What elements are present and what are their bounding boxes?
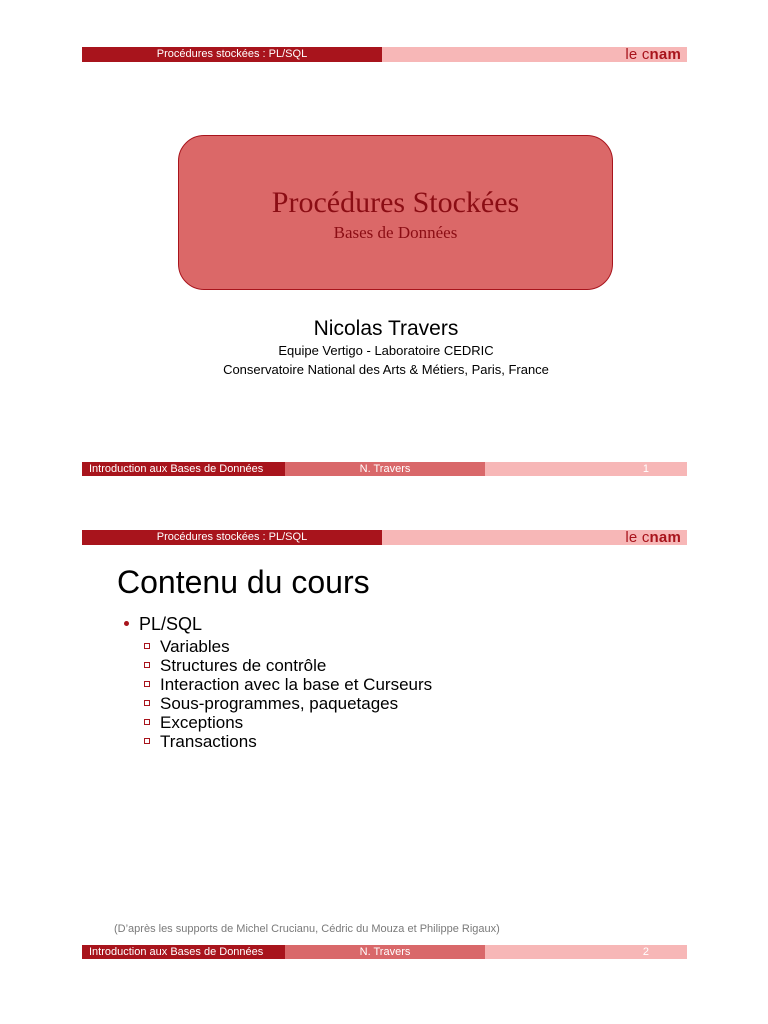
sub-bullet-label: Sous-programmes, paquetages [160, 694, 399, 713]
sub-bullet-label: Variables [160, 637, 230, 656]
slide-subtitle: Bases de Données [333, 223, 458, 242]
footer-course: Introduction aux Bases de Données [82, 462, 285, 476]
header-title: Procédures stockées : PL/SQL [82, 47, 382, 62]
sub-bullet-label: Transactions [160, 732, 257, 751]
author-affiliation-institution: Conservatoire National des Arts & Métiers, Paris, France [223, 362, 549, 377]
header-bar [82, 47, 687, 62]
footer-bar [82, 462, 687, 476]
slide-title: Contenu du cours [117, 564, 370, 600]
sub-bullet-item [144, 675, 432, 694]
sub-bullet-item [144, 732, 432, 751]
logo-text-light: le c [625, 529, 650, 546]
footer-page-number: 1 [485, 462, 687, 476]
title-box [178, 135, 613, 290]
square-bullet-icon [144, 643, 150, 649]
bullet-label: PL/SQL [139, 614, 203, 634]
footer-author: N. Travers [285, 945, 485, 959]
header-bar [82, 530, 687, 545]
square-bullet-icon [144, 662, 150, 668]
slide-title: Procédures Stockées [271, 186, 520, 219]
square-bullet-icon [144, 700, 150, 706]
sub-bullet-item [144, 713, 432, 732]
square-bullet-icon [144, 738, 150, 744]
sub-bullet-item [144, 656, 432, 675]
bullet-dot-icon [124, 621, 129, 626]
source-credit: (D’après les supports de Michel Crucianu, Cédric du Mouza et Philippe Rigaux) [114, 923, 500, 935]
header-title: Procédures stockées : PL/SQL [82, 530, 382, 545]
footer-page-number: 2 [485, 945, 687, 959]
footer-bar [82, 945, 687, 959]
sub-bullet-label: Structures de contrôle [160, 656, 327, 675]
square-bullet-icon [144, 719, 150, 725]
logo-text-bold: nam [649, 46, 681, 63]
slide-1 [0, 0, 768, 489]
square-bullet-icon [144, 681, 150, 687]
footer-course: Introduction aux Bases de Données [82, 945, 285, 959]
cnam-logo [625, 530, 681, 546]
author-affiliation-lab: Equipe Vertigo - Laboratoire CEDRIC [278, 343, 494, 358]
logo-text-bold: nam [649, 529, 681, 546]
sub-bullet-label: Interaction avec la base et Curseurs [160, 675, 433, 694]
author-name: Nicolas Travers [313, 317, 459, 340]
bullet-item [124, 614, 202, 635]
header-right [382, 47, 687, 62]
sub-bullet-list [144, 637, 432, 751]
sub-bullet-label: Exceptions [160, 713, 244, 732]
logo-text-light: le c [625, 46, 650, 63]
cnam-logo [625, 47, 681, 63]
sub-bullet-item [144, 694, 432, 713]
sub-bullet-item [144, 637, 432, 656]
header-right [382, 530, 687, 545]
slide-2 [0, 483, 768, 972]
footer-author: N. Travers [285, 462, 485, 476]
